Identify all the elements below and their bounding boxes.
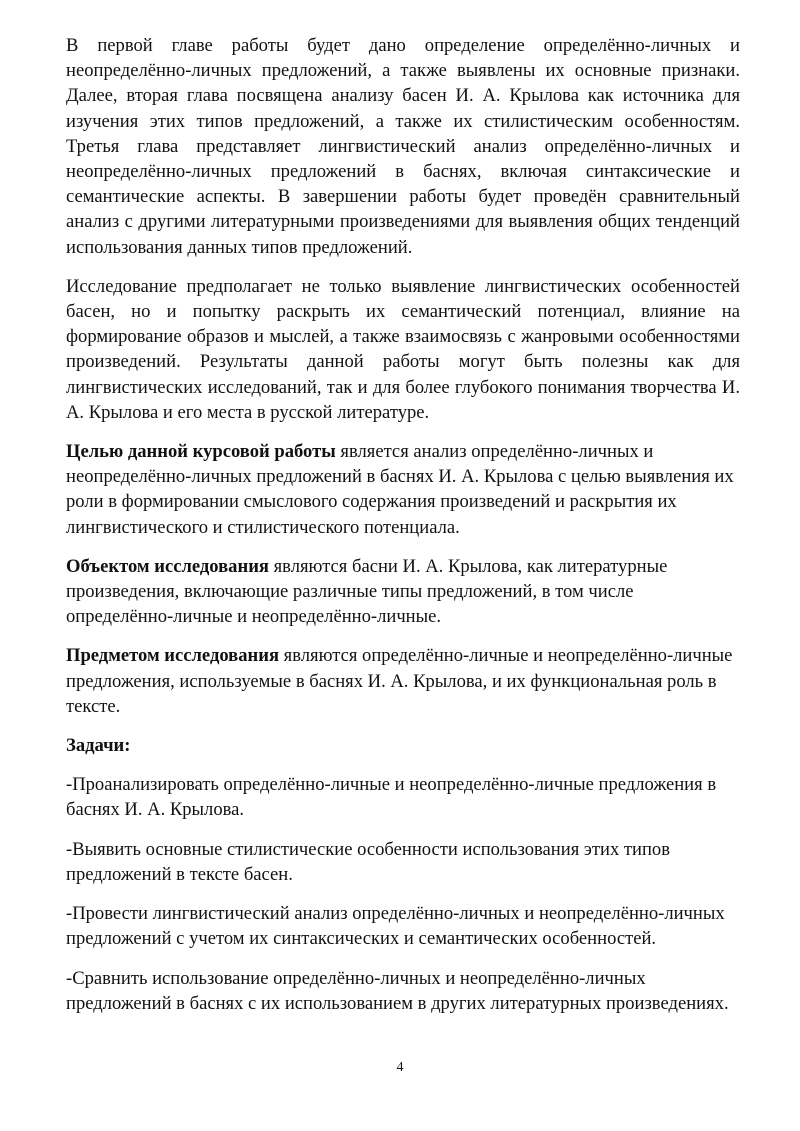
- goal-label: Целью данной курсовой работы: [66, 441, 336, 463]
- subject-label: Предметом исследования: [66, 645, 280, 667]
- tasks-heading: Задачи:: [66, 735, 131, 757]
- object-label: Объектом исследования: [66, 555, 269, 577]
- task-item: -Проанализировать определённо-личные и неопределённо-личные предложения в баснях И. А. Крылова.: [66, 774, 717, 821]
- document-page: [66, 33, 740, 1030]
- object-paragraph: [66, 554, 740, 630]
- subject-paragraph: [66, 643, 740, 719]
- object-text: являются басни И. А. Крылова, как литературные произведения, включающие различные типы предложений, в том числе определённо-личные и неопределённо-личные.: [66, 555, 668, 628]
- subject-text: являются определённо-личные и неопределённо-личные предложения, используемые в баснях И. А. Крылова, и их функциональная роль в тексте.: [66, 645, 733, 717]
- goal-text: является анализ определённо-личных и неопределённо-личных предложений в баснях И. А. Крылова с целью выявления их роли в формировании смыслового содержания произведений и раскрытия их лингвистического и стилистического потенциала.: [66, 441, 734, 538]
- page-number: 4: [396, 1060, 404, 1075]
- task-item: -Сравнить использование определённо-личных и неопределённо-личных предложений в баснях с их использованием в других литературных произведениях.: [66, 967, 729, 1014]
- task-item: -Провести лингвистический анализ определённо-личных и неопределённо-личных предложений с учетом их синтаксических и семантических особенностей.: [66, 903, 725, 950]
- task-item: -Выявить основные стилистические особенности использования этих типов предложений в тексте басен.: [66, 838, 671, 885]
- intro-paragraph-1: В первой главе работы будет дано определение определённо-личных и неопределённо-личных предложений, а также выявлены их основные признаки. Далее, вторая глава посвящена анализу басен И. А. Крылова как источника для изучения этих типов предложений, а также их стилистическим особенностям. Третья глава представляет лингвистический анализ определённо-личных и неопределённо-личных предложений в баснях, включая синтаксические и семантические аспекты. В завершении работы будет проведён сравнительный анализ с другими литературными произведениями для выявления общих тенденций использования данных типов предложений.: [66, 35, 740, 258]
- intro-paragraph-2: Исследование предполагает не только выявление лингвистических особенностей басен, но и попытку раскрыть их семантический потенциал, влияние на формирование образов и мыслей, а также взаимосвязь с жанровыми особенностями произведений. Результаты данной работы могут быть полезны как для лингвистических исследований, так и для более глубокого понимания творчества И. А. Крылова и его места в русской литературе.: [66, 275, 740, 423]
- goal-paragraph: [66, 439, 740, 540]
